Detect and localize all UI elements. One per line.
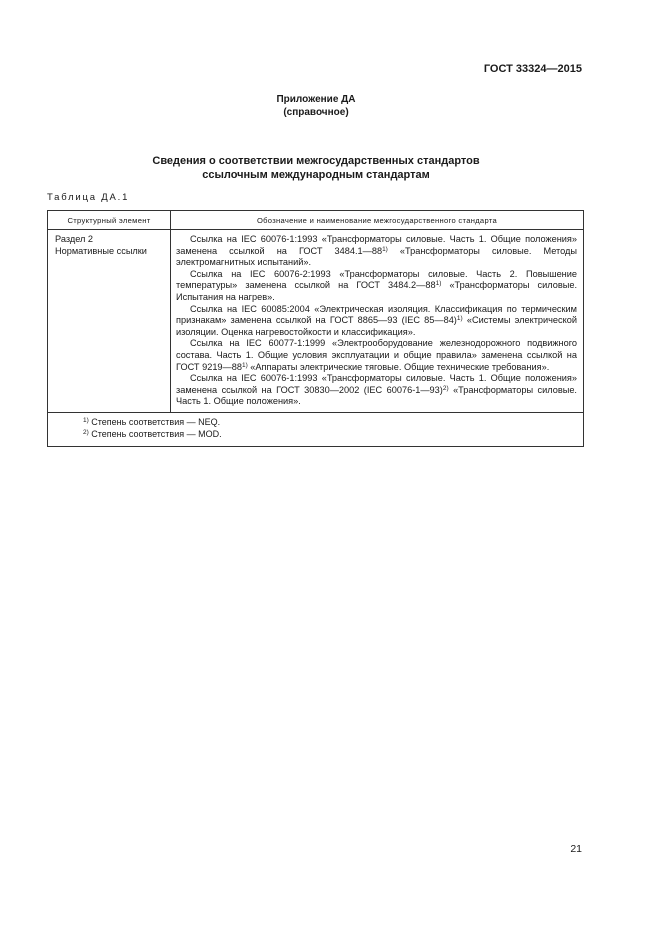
section-title-line-2: ссылочным международным стандартам xyxy=(202,169,430,181)
standards-cell xyxy=(171,230,584,413)
appendix-heading xyxy=(0,93,632,119)
page-number: 21 xyxy=(570,843,582,855)
footnote: $^{1)}$ Степень соответствия — NEQ. xyxy=(83,416,221,427)
element-name: Нормативные ссылки xyxy=(55,245,147,256)
appendix-type: (справочное) xyxy=(283,107,349,118)
document-code: ГОСТ 33324—2015 xyxy=(483,63,582,75)
table-row xyxy=(48,230,584,413)
column-header-standard: Обозначение и наименование межгосударственного стандарта xyxy=(171,211,584,230)
reference-entry: Ссылка на IEC 60076-1:1993 «Трансформаторы силовые. Часть 1. Общие положения» заменена ссылкой на ГОСТ 30830—2002 (IEC 60076-1—93)$^{2)}$ «Трансформаторы силовые. Часть 1. Общие положения». xyxy=(176,373,577,407)
table-header-row xyxy=(48,211,584,230)
correspondence-table xyxy=(47,210,584,447)
structural-element-cell xyxy=(48,230,171,413)
footnotes-row xyxy=(48,412,584,446)
appendix-title: Приложение ДА xyxy=(276,94,356,105)
section-title xyxy=(0,154,632,182)
element-section: Раздел 2 xyxy=(55,234,94,244)
reference-entry: Ссылка на IEC 60085:2004 «Электрическая изоляция. Классификация по термическим признакам» заменена ссылкой на ГОСТ 8865—93 (IEC 85—84)$^{1)}$ «Системы электрической изоляции. Оценка нагревостойкости и классификация». xyxy=(176,303,577,337)
column-header-element: Структурный элемент xyxy=(48,211,171,230)
reference-entry: Ссылка на IEC 60076-1:1993 «Трансформаторы силовые. Часть 1. Общие положения» заменена ссылкой на ГОСТ 3484.1—88$^{1)}$ «Трансформаторы силовые. Методы электромагнитных испытаний». xyxy=(176,234,577,268)
footnote: $^{2)}$ Степень соответствия — MOD. xyxy=(83,428,222,439)
footnotes-cell xyxy=(48,412,584,446)
section-title-line-1: Сведения о соответствии межгосударственных стандартов xyxy=(152,155,480,167)
reference-entry: Ссылка на IEC 60077-1:1999 «Электрооборудование железнодорожного подвижного состава. Часть 1. Общие условия эксплуатации и общие правила» заменена ссылкой на ГОСТ 9219—88$^{1)}$ «Аппараты электрические тяговые. Общие технические требования». xyxy=(176,338,577,372)
table-caption: Таблица ДА.1 xyxy=(47,192,130,203)
reference-entry: Ссылка на IEC 60076-2:1993 «Трансформаторы силовые. Часть 2. Повышение температуры» заменена ссылкой на ГОСТ 3484.2—88$^{1)}$ «Трансформаторы силовые. Испытания на нагрев». xyxy=(176,268,578,302)
